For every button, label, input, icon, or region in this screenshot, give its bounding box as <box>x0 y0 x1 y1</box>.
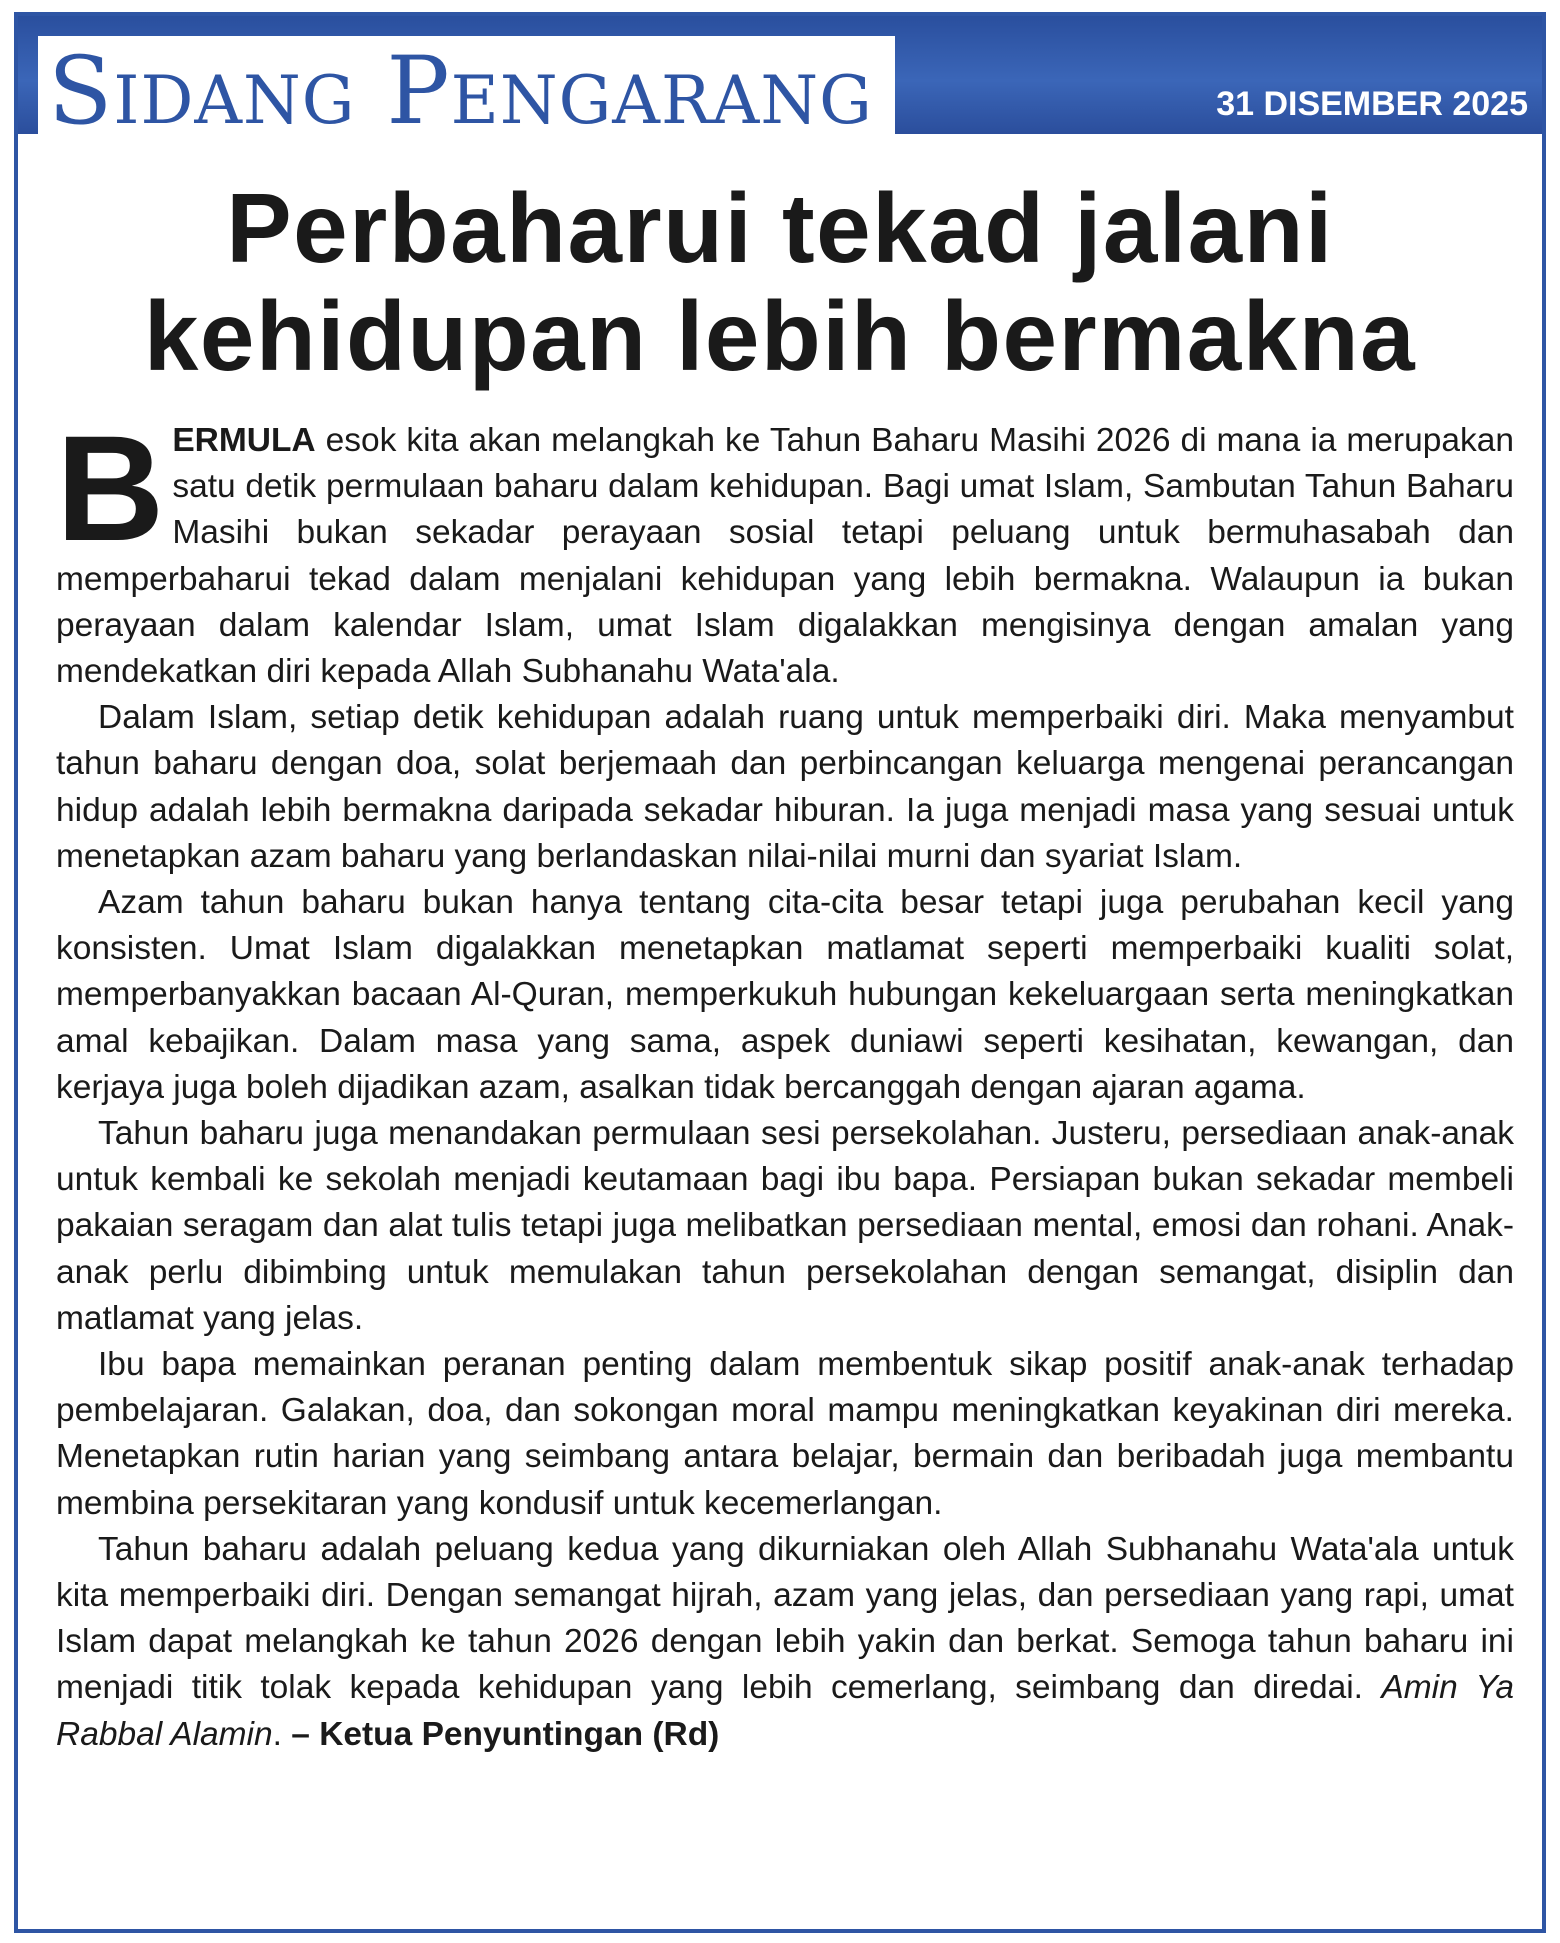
headline-line-2: kehidupan lebih bermakna <box>143 281 1417 391</box>
article-headline <box>18 174 1542 390</box>
author-signoff: – Ketua Penyuntingan (Rd) <box>291 1715 720 1753</box>
paragraph-6-text: Tahun baharu adalah peluang kedua yang dikurniakan oleh Allah Subhanahu Wata'ala untuk kita memperbaiki diri. Dengan semangat hijrah, azam yang jelas, dan persediaan yang rapi, umat Islam dapat melangkah ke tahun 2026 dengan lebih yakin dan berkat. Semoga tahun baharu ini menjadi titik tolak kepada kehidupan yang lebih cemerlang, seimbang dan diredai. <box>56 1530 1514 1707</box>
editorial-frame <box>14 12 1546 1933</box>
article-body <box>56 404 1514 1758</box>
publication-date: 31 DISEMBER 2025 <box>1216 85 1528 123</box>
paragraph-5: Ibu bapa memainkan peranan penting dalam membentuk sikap positif anak-anak terhadap pembelajaran. Galakan, doa, dan sokongan moral mampu meningkatkan keyakinan diri mereka. Menetapkan rutin harian yang seimbang antara belajar, bermain dan beribadah juga membantu membina persekitaran yang kondusif untuk kecemerlangan. <box>56 1346 1514 1522</box>
paragraph-1 <box>56 404 1514 695</box>
paragraph-4: Tahun baharu juga menandakan permulaan sesi persekolahan. Justeru, persediaan anak-anak untuk kembali ke sekolah menjadi keutamaan bagi ibu bapa. Persiapan bukan sekadar membeli pakaian seragam dan alat tulis tetapi juga melibatkan persediaan mental, emosi dan rohani. Anak-anak perlu dibimbing untuk memulakan tahun persekolahan dengan semangat, disiplin dan matlamat yang jelas. <box>56 1115 1514 1337</box>
section-title: Sidang Pengarang <box>38 36 895 148</box>
headline-line-1: Perbaharui tekad jalani <box>226 173 1334 283</box>
paragraph-3: Azam tahun baharu bukan hanya tentang cita-cita besar tetapi juga perubahan kecil yang konsisten. Umat Islam digalakkan menetapkan matlamat seperti memperbaiki kualiti solat, memperbanyakkan bacaan Al-Quran, memperkukuh hubungan kekeluargaan serta meningkatkan amal kebajikan. Dalam masa yang sama, aspek duniawi seperti kesihatan, kewangan, dan kerjaya juga boleh dijadikan azam, asalkan tidak bercanggah dengan ajaran agama. <box>56 884 1514 1106</box>
lead-word: ERMULA <box>172 422 316 459</box>
closing-punctuation: . <box>272 1715 292 1753</box>
paragraph-6 <box>56 1527 1514 1758</box>
masthead-banner <box>18 16 1542 146</box>
drop-cap: B <box>56 404 165 572</box>
closing-prayer: Amin Ya Rabbal Alamin <box>56 1669 1514 1753</box>
paragraph-2: Dalam Islam, setiap detik kehidupan adalah ruang untuk memperbaiki diri. Maka menyambut tahun baharu dengan doa, solat berjemaah dan perbincangan keluarga mengenai perancangan hidup adalah lebih bermakna daripada sekadar hiburan. Ia juga menjadi masa yang sesuai untuk menetapkan azam baharu yang berlandaskan nilai-nilai murni dan syariat Islam. <box>56 699 1514 875</box>
paragraph-1-text: esok kita akan melangkah ke Tahun Baharu Masihi 2026 di mana ia merupakan satu detik permulaan baharu dalam kehidupan. Bagi umat Islam, Sambutan Tahun Baharu Masihi bukan sekadar perayaan sosial tetapi peluang untuk bermuhasabah dan memperbaharui tekad dalam menjalani kehidupan yang lebih bermakna. Walaupun ia bukan perayaan dalam kalendar Islam, umat Islam digalakkan mengisinya dengan amalan yang mendekatkan diri kepada Allah Subhanahu Wata'ala. <box>56 422 1514 691</box>
